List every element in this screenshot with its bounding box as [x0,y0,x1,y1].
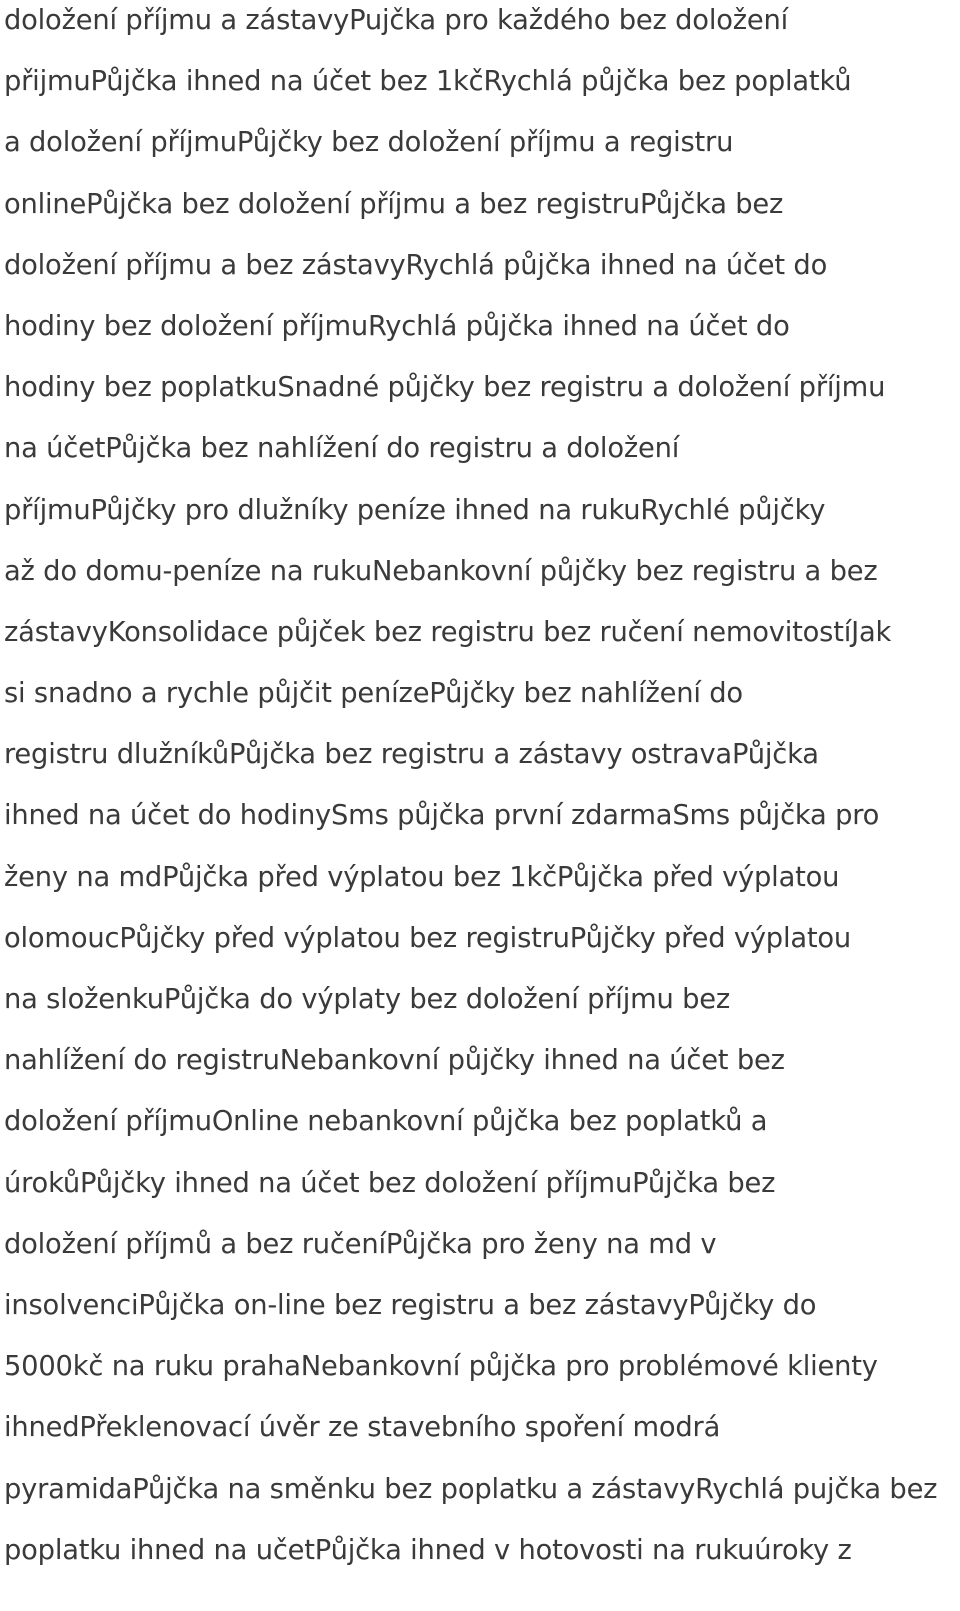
text-line-2: přijmuPůjčka ihned na účet bez 1kčRychlá půjčka bez poplatků [4,65,852,98]
text-line-12: si snadno a rychle půjčit penízePůjčky bez nahlížení do [4,677,743,710]
text-line-8: na účetPůjčka bez nahlížení do registru a doložení [4,432,680,465]
text-line-1: doložení příjmu a zástavyPujčka pro každého bez doložení [4,4,789,36]
text-line-3: a doložení příjmuPůjčky bez doložení příjmu a registru [4,126,734,159]
text-line-20: úrokůPůjčky ihned na účet bez doložení příjmuPůjčka bez [4,1166,776,1199]
text-line-10: až do domu-peníze na rukuNebankovní půjčky bez registru a bez [4,554,878,587]
text-line-15: ženy na mdPůjčka před výplatou bez 1kčPůjčka před výplatou [4,860,840,893]
text-line-7: hodiny bez poplatkuSnadné půjčky bez registru a doložení příjmu [4,371,886,404]
text-line-5: doložení příjmu a bez zástavyRychlá půjčka ihned na účet do [4,248,828,281]
text-line-16: olomoucPůjčky před výplatou bez registruPůjčky před výplatou [4,921,852,954]
text-line-19: doložení příjmuOnline nebankovní půjčka bez poplatků a [4,1105,768,1138]
text-line-26: poplatku ihned na učetPůjčka ihned v hotovosti na rukuúroky z [4,1533,852,1566]
text-line-13: registru dlužníkůPůjčka bez registru a zástavy ostravaPůjčka [4,738,819,771]
text-line-9: příjmuPůjčky pro dlužníky peníze ihned na rukuRychlé půjčky [4,493,826,526]
text-line-22: insolvenciPůjčka on-line bez registru a bez zástavyPůjčky do [4,1288,817,1321]
text-line-6: hodiny bez doložení příjmuRychlá půjčka ihned na účet do [4,309,790,342]
text-line-21: doložení příjmů a bez ručeníPůjčka pro ženy na md v [4,1227,717,1260]
text-line-17: na složenkuPůjčka do výplaty bez doložení příjmu bez [4,983,731,1015]
text-line-24: ihnedPřeklenovací úvěr ze stavebního spoření modrá [4,1411,721,1444]
text-line-4: onlinePůjčka bez doložení příjmu a bez registruPůjčka bez [4,187,784,220]
text-line-11: zástavyKonsolidace půjček bez registru bez ručení nemovitostíJak [4,615,892,648]
text-line-14: ihned na účet do hodinySms půjčka první zdarmaSms půjčka pro [4,799,880,832]
document-page [0,1,960,1611]
text-line-25: pyramidaPůjčka na směnku bez poplatku a zástavyRychlá pujčka bez [4,1472,938,1505]
text-line-23: 5000kč na ruku prahaNebankovní půjčka pro problémové klienty [4,1350,878,1383]
text-line-18: nahlížení do registruNebankovní půjčky ihned na účet bez [4,1044,785,1077]
